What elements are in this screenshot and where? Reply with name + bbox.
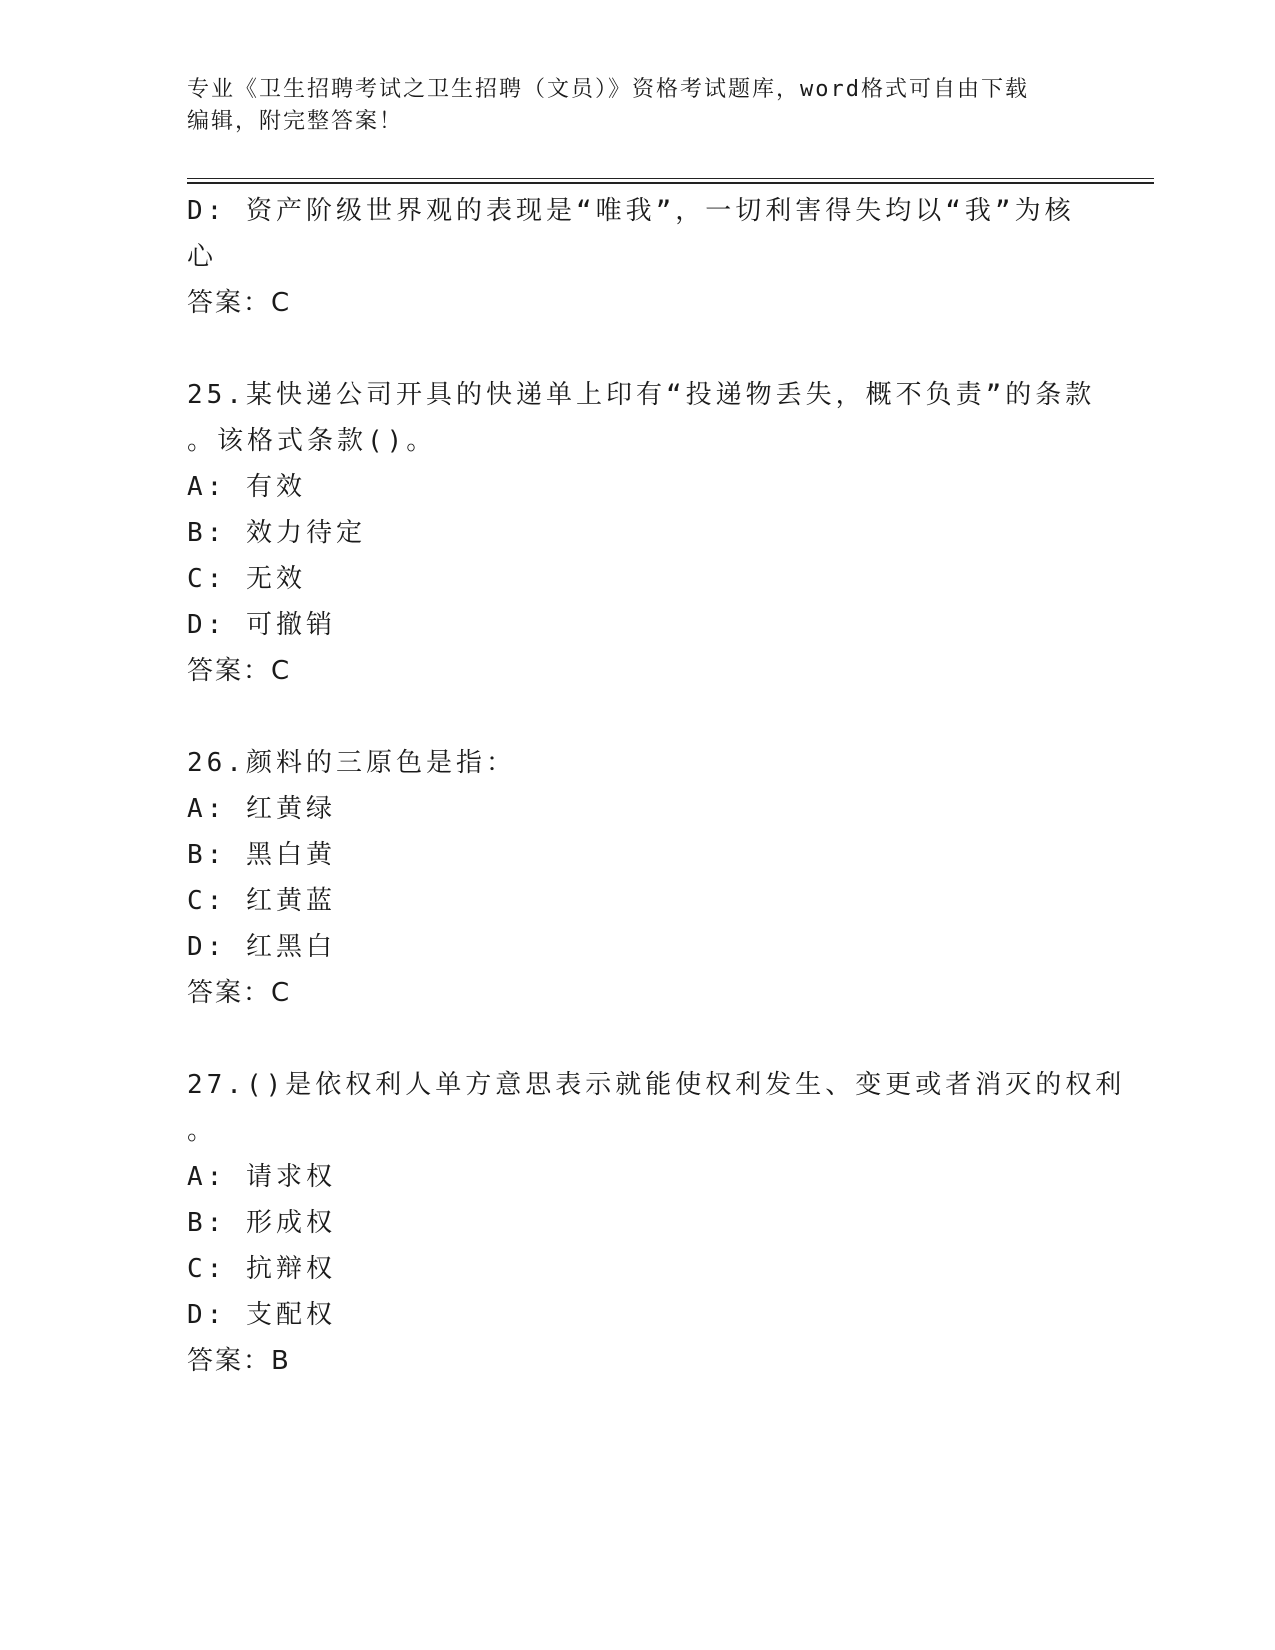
question-list (187, 188, 1126, 1384)
answer-line: 答案：C (187, 288, 292, 318)
header-divider (187, 178, 1154, 184)
option-d: D: 红黑白 (187, 932, 336, 962)
question-25 (187, 372, 1096, 694)
question-26 (187, 740, 1087, 1016)
option-b: B: 黑白黄 (187, 840, 336, 870)
option-c: C: 红黄蓝 (187, 886, 336, 916)
answer-line: 答案：B (187, 1346, 291, 1376)
question-stem-continued: 。 (187, 1116, 218, 1146)
option-d: D: 可撤销 (187, 610, 336, 640)
question-stem-continued: 。该格式条款()。 (187, 426, 437, 456)
option-a: A: 请求权 (187, 1162, 336, 1192)
option-d: D: 资产阶级世界观的表现是“唯我”，一切利害得失均以“我”为核 (187, 196, 1075, 226)
prev-question-tail (187, 188, 1087, 326)
option-d: D: 支配权 (187, 1300, 336, 1330)
option-b: B: 效力待定 (187, 518, 366, 548)
option-a: A: 红黄绿 (187, 794, 336, 824)
header-title-line1: 专业《卫生招聘考试之卫生招聘（文员）》资格考试题库，word格式可自由下载 (187, 77, 1029, 102)
option-c: C: 抗辩权 (187, 1254, 336, 1284)
header-title-line2: 编辑，附完整答案！ (187, 109, 404, 134)
option-a: A: 有效 (187, 472, 306, 502)
question-stem: 27.()是依权利人单方意思表示就能使权利发生、变更或者消灭的权利 (187, 1070, 1126, 1100)
question-stem: 25.某快递公司开具的快递单上印有“投递物丢失，概不负责”的条款 (187, 380, 1096, 410)
option-d-continued: 心 (187, 242, 218, 272)
option-b: B: 形成权 (187, 1208, 336, 1238)
option-c: C: 无效 (187, 564, 306, 594)
question-stem: 26.颜料的三原色是指： (187, 748, 516, 778)
answer-line: 答案：C (187, 978, 292, 1008)
answer-line: 答案：C (187, 656, 292, 686)
question-27 (187, 1062, 1126, 1384)
document-header (187, 74, 1067, 138)
